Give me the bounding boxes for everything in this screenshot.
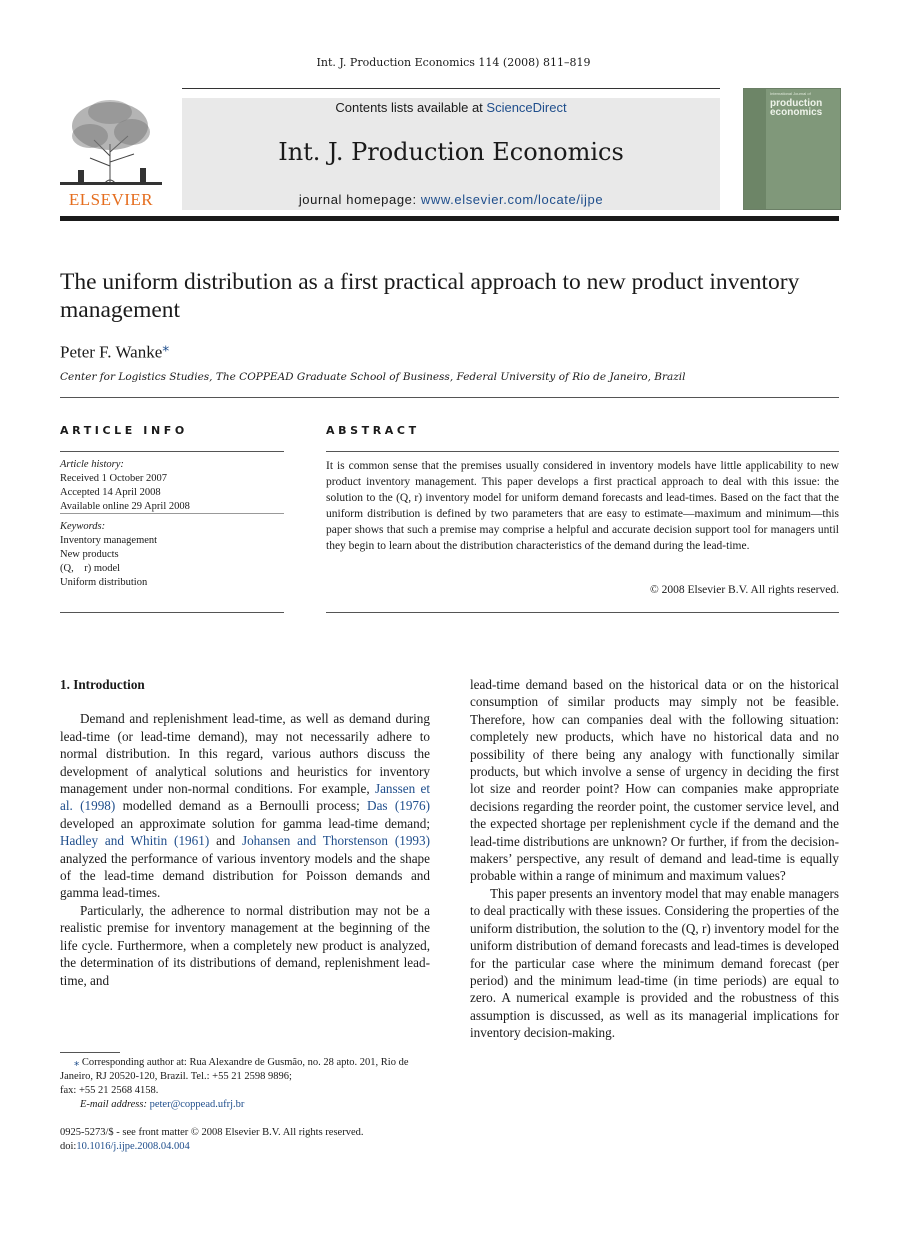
abstract-heading: ABSTRACT — [326, 424, 420, 437]
issn-line: 0925-5273/$ - see front matter © 2008 Elsevier B.V. All rights reserved. — [60, 1127, 364, 1138]
author-affiliation: Center for Logistics Studies, The COPPEAD Graduate School of Business, Federal University of Rio de Janeiro, Brazil — [60, 371, 686, 383]
received-date: Received 1 October 2007 — [60, 473, 168, 484]
footnote-fax: fax: +55 21 2568 4158. — [60, 1085, 159, 1096]
citation-link[interactable]: Janssen et al. (1998) — [60, 781, 430, 814]
homepage-line — [182, 192, 720, 207]
masthead-divider — [182, 88, 720, 89]
keywords-label: Keywords: — [60, 521, 106, 532]
keyword: Uniform distribution — [60, 577, 148, 588]
article-history — [60, 458, 284, 514]
article-info-rule — [60, 451, 284, 452]
cover-title: production economics — [770, 98, 823, 118]
author-name — [60, 339, 169, 363]
keywords — [60, 520, 284, 590]
paragraph: lead-time demand based on the historical data or on the historical consumption of similar products may simply not be feasible. Therefore, how can companies deal with the following situation: completely new products, which have no historical data and no possibility of there being any analogy with functionally similar products, but which involve a sense of urgency in deciding the first lot size and reorder point? How can companies make appropriate decisions regarding the reorder point, the customer service level, and the expected shortage per replenishment cycle if the demand and the lead-time distributions are unknown? Or further, if from the decision-makers’ perspective, any result of demand and lead-time is equally probable within a range of minimum and maximum values? — [470, 677, 839, 884]
paragraph: Demand and replenishment lead-time, as well as demand during lead-time (or lead-time demand), may not necessarily adhere to normal distribution. In this regard, various authors discuss the development of analytical solutions and heuristics for inventory management under non-normal conditions. For example, Janssen et al. (1998) modelled demand as a Bernoulli process; Das (1976) developed an approximate solution for gamma lead-time demand; Hadley and Whitin (1961) and Johansen and Thorstenson (1993) analyzed the performance of various inventory models and the shape of the lead-time demand distribution for Poisson demands and gamma lead-times. — [60, 711, 431, 901]
footnote-text: Corresponding author at: Rua Alexandre de Gusmão, no. 28 apto. 201, Rio de Janeiro, RJ 20520-120, Brazil. Tel.: +55 21 2598 9896; — [60, 1057, 409, 1082]
cover-strip — [744, 89, 766, 209]
corresponding-author-mark[interactable]: ⁎ — [162, 340, 170, 355]
citation-link[interactable]: Das (1976) — [367, 798, 431, 814]
sciencedirect-link[interactable]: ScienceDirect — [486, 100, 567, 115]
email-label: E-mail address: — [80, 1099, 150, 1110]
keyword: (Q, r) model — [60, 563, 121, 574]
journal-name: Int. J. Production Economics — [278, 138, 624, 166]
contents-prefix: Contents lists available at — [335, 100, 487, 115]
doi-link[interactable]: 10.1016/j.ijpe.2008.04.004 — [76, 1141, 190, 1152]
history-divider — [60, 513, 284, 514]
header-divider — [60, 397, 839, 398]
elsevier-logo[interactable] — [60, 96, 162, 210]
journal-cover[interactable] — [743, 88, 841, 210]
article-info-bottom-rule — [60, 612, 284, 613]
accepted-date: Accepted 14 April 2008 — [60, 487, 161, 498]
author-text: Peter F. Wanke — [60, 342, 163, 362]
contents-line — [182, 100, 720, 115]
footnote-mark[interactable]: ⁎ — [74, 1057, 80, 1068]
footnote — [60, 1056, 430, 1112]
journal-reference: Int. J. Production Economics 114 (2008) 811–819 — [316, 56, 591, 69]
doi-label: doi: — [60, 1141, 77, 1152]
section-heading: 1. Introduction — [60, 677, 145, 692]
publisher-name: ELSEVIER — [68, 190, 154, 209]
paragraph: Particularly, the adherence to normal distribution may not be a realistic premise for inventory management at the beginning of the life cycle. Furthermore, when a completely new product is analyzed, the determination of its distributions of demand, replenishment lead-time, and — [60, 902, 430, 988]
keyword: New products — [60, 549, 119, 560]
tree-icon — [60, 96, 162, 188]
homepage-prefix: journal homepage: — [298, 192, 421, 207]
email-link[interactable]: peter@coppead.ufrj.br — [149, 1099, 245, 1110]
abstract-text: It is common sense that the premises usually considered in inventory models have little applicability to new product inventory management. This paper develops a first practical approach to deal with this issue: the solution to the (Q, r) inventory model for uniform demand forecasts and lead-times. Based on the fact that the uniform distribution is defined by two parameters that are easy to estimate—maximum and minimum—this paper shows that such a premise may comprise a helpful and accurate decision support tool for managers until they begin to learn about the distribution characteristics of the demand during the lead-time. — [326, 460, 839, 552]
masthead-bottom-rule — [60, 216, 839, 221]
body-column-left — [60, 676, 430, 989]
article-title: The uniform distribution as a first practical approach to new product inventory management — [60, 269, 800, 323]
cover-subtitle: International Journal of — [770, 91, 811, 96]
front-matter — [60, 1126, 440, 1154]
online-date: Available online 29 April 2008 — [60, 501, 190, 512]
abstract-rule — [326, 451, 839, 452]
abstract-bottom-rule — [326, 612, 839, 613]
history-label: Article history: — [60, 459, 124, 470]
article-info-heading: ARTICLE INFO — [60, 424, 188, 437]
footnote-rule — [60, 1052, 120, 1053]
paragraph: This paper presents an inventory model that may enable managers to deal practically with these issues. Considering the properties of the uniform distribution, the solution to the (Q, r) inventory model for the uniform distribution of demand forecasts and lead-times is developed for the particular case where the minimum demand forecast (per period) and the minimum lead-time (in time periods) are equal to zero. A numerical example is provided and the robustness of this assumption is discussed, as well as its managerial implications for inventory decision-making. — [470, 885, 839, 1041]
citation-link[interactable]: Johansen and Thorstenson (1993) — [241, 833, 430, 849]
copyright-notice: © 2008 Elsevier B.V. All rights reserved. — [650, 584, 839, 596]
keyword: Inventory management — [60, 535, 158, 546]
citation-link[interactable]: Hadley and Whitin (1961) — [60, 833, 210, 849]
body-column-right — [470, 676, 839, 1042]
homepage-link[interactable]: www.elsevier.com/locate/ijpe — [420, 192, 604, 207]
